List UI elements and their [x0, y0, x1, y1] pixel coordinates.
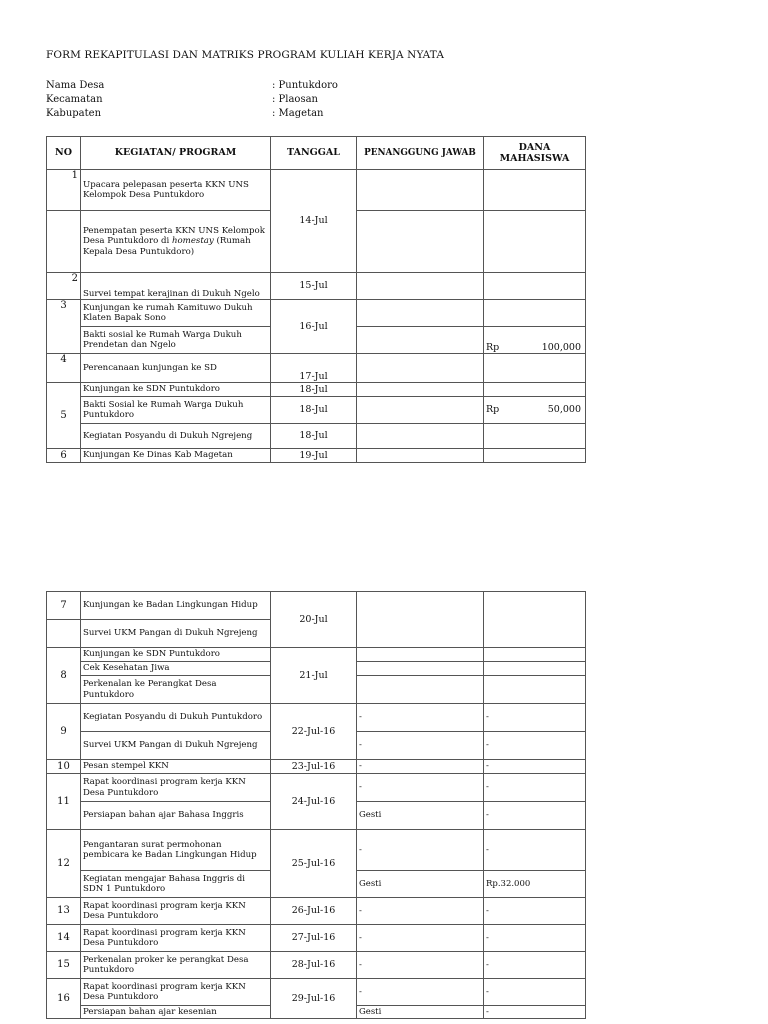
info-kabupaten: [46, 108, 324, 119]
row-penanggung-jawab: -: [357, 774, 484, 802]
table-row: [47, 952, 586, 979]
row-penanggung-jawab: [357, 300, 484, 327]
row-no: 6: [47, 449, 81, 463]
header-tanggal: TANGGAL: [271, 137, 357, 170]
row-date: 18-Jul: [271, 424, 357, 449]
table-row: [47, 592, 586, 620]
row-dana: -: [484, 830, 586, 871]
row-date: 17-Jul: [271, 354, 357, 383]
row-penanggung-jawab: -: [357, 760, 484, 774]
row-no: 13: [47, 898, 81, 925]
row-dana: [484, 662, 586, 676]
row-date: 29-Jul-16: [271, 979, 357, 1019]
table-row: [47, 774, 586, 802]
row-penanggung-jawab: [357, 170, 484, 211]
row-dana: -: [484, 802, 586, 830]
table-row: [47, 273, 586, 300]
table-row: [47, 830, 586, 871]
row-dana: [484, 383, 586, 397]
row-activity: Kegiatan Posyandu di Dukuh Puntukdoro: [81, 704, 271, 732]
row-date: 27-Jul-16: [271, 925, 357, 952]
row-activity: Pengantaran surat permohonan pembicara ke Badan Lingkungan Hidup: [81, 830, 271, 871]
table-row: [47, 925, 586, 952]
row-penanggung-jawab: [357, 662, 484, 676]
row-penanggung-jawab: -: [357, 925, 484, 952]
header-kegiatan: KEGIATAN/ PROGRAM: [81, 137, 271, 170]
row-dana: -: [484, 760, 586, 774]
row-dana: -: [484, 774, 586, 802]
row-date: 18-Jul: [271, 397, 357, 424]
table-row: [47, 397, 586, 424]
row-dana: [484, 449, 586, 463]
row-activity: Kunjungan ke SDN Puntukdoro: [81, 648, 271, 662]
row-dana: Rp 50,000: [484, 397, 586, 424]
row-penanggung-jawab: [357, 273, 484, 300]
header-no: NO: [47, 137, 81, 170]
row-dana: Rp.32.000: [484, 871, 586, 898]
row-activity: Pesan stempel KKN: [81, 760, 271, 774]
row-date: 14-Jul: [271, 170, 357, 273]
table-row: [47, 979, 586, 1006]
row-dana: [484, 676, 586, 704]
row-no: [47, 211, 81, 273]
row-activity: Survei UKM Pangan di Dukuh Ngrejeng: [81, 732, 271, 760]
info-value: : Plaosan: [272, 94, 318, 105]
row-penanggung-jawab: [357, 327, 484, 354]
row-penanggung-jawab: -: [357, 952, 484, 979]
row-activity: Kunjungan ke SDN Puntukdoro: [81, 383, 271, 397]
row-dana: -: [484, 952, 586, 979]
row-activity: Penempatan peserta KKN UNS Kelompok Desa Puntukdoro di homestay (Rumah Kepala Desa Puntukdoro): [81, 211, 271, 273]
row-dana: -: [484, 1006, 586, 1019]
row-no: 11: [47, 774, 81, 830]
row-dana: -: [484, 732, 586, 760]
row-activity: Rapat koordinasi program kerja KKN Desa Puntukdoro: [81, 774, 271, 802]
row-dana: [484, 170, 586, 211]
table-row: [47, 424, 586, 449]
row-date: 21-Jul: [271, 648, 357, 704]
row-dana: -: [484, 979, 586, 1006]
row-no: 5: [47, 383, 81, 449]
table-header-row: [47, 137, 586, 170]
row-penanggung-jawab: [357, 648, 484, 662]
row-dana: Rp 100,000: [484, 327, 586, 354]
row-activity: Persiapan bahan ajar kesenian: [81, 1006, 271, 1019]
row-dana: [484, 211, 586, 273]
row-date: 24-Jul-16: [271, 774, 357, 830]
table-row: [47, 648, 586, 662]
row-penanggung-jawab: [357, 211, 484, 273]
row-date: 26-Jul-16: [271, 898, 357, 925]
row-no: 16: [47, 979, 81, 1019]
row-activity: Perkenalan proker ke perangkat Desa Puntukdoro: [81, 952, 271, 979]
table-row: [47, 704, 586, 732]
info-label: Kabupaten: [46, 108, 102, 119]
row-dana: -: [484, 898, 586, 925]
program-table-1: [46, 136, 586, 463]
row-dana: [484, 273, 586, 300]
row-no: 12: [47, 830, 81, 898]
info-nama-desa: [46, 80, 338, 91]
row-penanggung-jawab: Gesti: [357, 1006, 484, 1019]
row-date: 28-Jul-16: [271, 952, 357, 979]
row-activity: Rapat koordinasi program kerja KKN Desa Puntukdoro: [81, 898, 271, 925]
row-activity: Rapat koordinasi program kerja KKN Desa Puntukdoro: [81, 979, 271, 1006]
row-no: 9: [47, 704, 81, 760]
row-penanggung-jawab: [357, 397, 484, 424]
row-date: 23-Jul-16: [271, 760, 357, 774]
row-penanggung-jawab: -: [357, 830, 484, 871]
row-no: [47, 620, 81, 648]
row-activity: Bakti sosial ke Rumah Warga Dukuh Prendetan dan Ngelo: [81, 327, 271, 354]
row-penanggung-jawab: Gesti: [357, 871, 484, 898]
program-table-2: [46, 591, 586, 1019]
table-row: [47, 170, 586, 211]
row-dana: [484, 354, 586, 383]
table-row: [47, 354, 586, 383]
row-dana: [484, 648, 586, 662]
row-dana: -: [484, 704, 586, 732]
header-penanggung-jawab: PENANGGUNG JAWAB: [357, 137, 484, 170]
row-activity: Perencanaan kunjungan ke SD: [81, 354, 271, 383]
info-kecamatan: [46, 94, 318, 105]
table-row: [47, 449, 586, 463]
row-no: 8: [47, 648, 81, 704]
row-date: 18-Jul: [271, 383, 357, 397]
row-no: 2: [47, 273, 81, 300]
table-row: [47, 898, 586, 925]
row-activity: Bakti Sosial ke Rumah Warga Dukuh Puntukdoro: [81, 397, 271, 424]
row-activity: Rapat koordinasi program kerja KKN Desa Puntukdoro: [81, 925, 271, 952]
row-no: 7: [47, 592, 81, 620]
row-date: 15-Jul: [271, 273, 357, 300]
table-row: [47, 383, 586, 397]
row-penanggung-jawab: [357, 449, 484, 463]
row-activity: Kegiatan mengajar Bahasa Inggris di SDN 1 Puntukdoro: [81, 871, 271, 898]
info-label: Nama Desa: [46, 80, 105, 91]
row-penanggung-jawab: -: [357, 732, 484, 760]
row-penanggung-jawab: [357, 676, 484, 704]
row-no: 10: [47, 760, 81, 774]
table-row: [47, 760, 586, 774]
row-no: 3: [47, 300, 81, 354]
row-activity: Persiapan bahan ajar Bahasa Inggris: [81, 802, 271, 830]
row-penanggung-jawab: -: [357, 898, 484, 925]
row-date: 22-Jul-16: [271, 704, 357, 760]
row-penanggung-jawab: [357, 354, 484, 383]
row-penanggung-jawab: [357, 592, 484, 648]
row-dana: [484, 592, 586, 648]
form-title: FORM REKAPITULASI DAN MATRIKS PROGRAM KULIAH KERJA NYATA: [46, 49, 445, 61]
row-date: 20-Jul: [271, 592, 357, 648]
row-activity: Kunjungan ke Badan Lingkungan Hidup: [81, 592, 271, 620]
row-dana: [484, 424, 586, 449]
row-no: 15: [47, 952, 81, 979]
row-penanggung-jawab: [357, 383, 484, 397]
row-activity: Perkenalan ke Perangkat Desa Puntukdoro: [81, 676, 271, 704]
row-activity: Kegiatan Posyandu di Dukuh Ngrejeng: [81, 424, 271, 449]
row-dana: [484, 300, 586, 327]
row-activity: Kunjungan ke rumah Kamituwo Dukuh Klaten Bapak Sono: [81, 300, 271, 327]
info-value: : Puntukdoro: [272, 80, 338, 91]
row-no: 1: [47, 170, 81, 211]
row-activity: Survei tempat kerajinan di Dukuh Ngelo: [81, 273, 271, 300]
row-dana: -: [484, 925, 586, 952]
info-value: : Magetan: [272, 108, 324, 119]
row-no: 14: [47, 925, 81, 952]
row-penanggung-jawab: Gesti: [357, 802, 484, 830]
row-penanggung-jawab: -: [357, 979, 484, 1006]
row-activity: Cek Kesehatan Jiwa: [81, 662, 271, 676]
row-date: 19-Jul: [271, 449, 357, 463]
row-no: 4: [47, 354, 81, 383]
table-row: [47, 300, 586, 327]
row-activity: Upacara pelepasan peserta KKN UNS Kelompok Desa Puntukdoro: [81, 170, 271, 211]
row-activity: Kunjungan Ke Dinas Kab Magetan: [81, 449, 271, 463]
row-activity: Survei UKM Pangan di Dukuh Ngrejeng: [81, 620, 271, 648]
row-date: 16-Jul: [271, 300, 357, 354]
row-penanggung-jawab: -: [357, 704, 484, 732]
info-label: Kecamatan: [46, 94, 103, 105]
row-penanggung-jawab: [357, 424, 484, 449]
row-date: 25-Jul-16: [271, 830, 357, 898]
header-dana-mahasiswa: DANA MAHASISWA: [484, 137, 586, 170]
